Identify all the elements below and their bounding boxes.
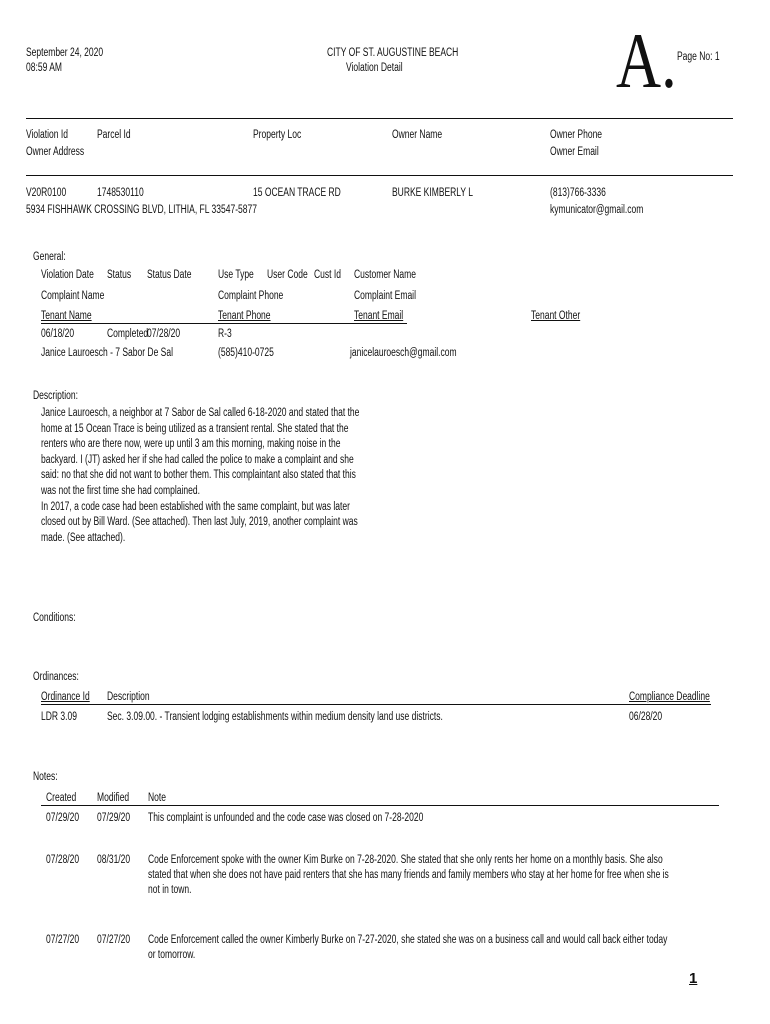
- label-complaint-email: Complaint Email: [354, 290, 416, 302]
- report-time: 08:59 AM: [26, 62, 62, 74]
- parcel-id-value: 1748530110: [97, 187, 144, 199]
- note-line: Code Enforcement spoke with the owner Kim Burke on 7-28-2020. She stated that she only rents her home on a monthly basis. She also: [148, 854, 663, 866]
- complaint-email-value: janicelauroesch@gmail.com: [350, 347, 457, 359]
- note-line: Code Enforcement called the owner Kimberly Burke on 7-27-2020, she stated she was on a business call and would call back either today: [148, 934, 668, 946]
- note-line: This complaint is unfounded and the code case was closed on 7-28-2020: [148, 812, 424, 824]
- complaint-name-value: Janice Lauroesch - 7 Sabor De Sal: [41, 347, 173, 359]
- label-customer-name: Customer Name: [354, 269, 416, 281]
- note-line: or tomorrow.: [148, 949, 196, 961]
- ordinance-header-rule: [41, 704, 711, 705]
- ordinances-title: Ordinances:: [33, 671, 79, 683]
- owner-address-value: 5934 FISHHAWK CROSSING BLVD, LITHIA, FL 33547-5877: [26, 204, 257, 216]
- label-use-type: Use Type: [218, 269, 254, 281]
- label-tenant-name: Tenant Name: [41, 310, 92, 322]
- notes-title: Notes:: [33, 771, 58, 783]
- note-modified: 08/31/20: [97, 854, 131, 866]
- note-text: [148, 853, 770, 898]
- violation-id-value: V20R0100: [26, 187, 67, 199]
- status-date-value: 07/28/20: [147, 328, 181, 340]
- violation-date-value: 06/18/20: [41, 328, 75, 340]
- notes-created-header: Created: [46, 792, 77, 804]
- description-line: renters who are there now, were up until 3 am this morning, making noise in the: [41, 438, 341, 451]
- notes-modified-header: Modified: [97, 792, 130, 804]
- label-complaint-phone: Complaint Phone: [218, 290, 284, 302]
- note-created: 07/28/20: [46, 854, 80, 866]
- conditions-title: Conditions:: [33, 612, 76, 624]
- label-user-code: User Code: [267, 269, 308, 281]
- exhibit-mark: A.: [616, 17, 677, 104]
- description-line: said: no that she did not want to bother them. This complaintant also stated that this: [41, 469, 356, 482]
- notes-note-header: Note: [148, 792, 166, 804]
- label-status-date: Status Date: [147, 269, 192, 281]
- note-line: not in town.: [148, 884, 192, 896]
- description-line: was not the first time she had complained.: [41, 484, 200, 497]
- note-line: stated that when she does not have paid renters that she has many friends and family members who stay at her home for free when she is: [148, 869, 669, 881]
- description-line: Janice Lauroesch, a neighbor at 7 Sabor de Sal called 6-18-2020 and stated that the: [41, 407, 360, 419]
- col-owner-phone: Owner Phone: [550, 129, 603, 141]
- label-tenant-phone: Tenant Phone: [218, 310, 271, 322]
- ordinance-id-header: Ordinance Id: [41, 691, 90, 703]
- note-modified: 07/29/20: [97, 812, 131, 824]
- owner-phone-value: (813)766-3336: [550, 187, 606, 199]
- note-text: [148, 811, 520, 826]
- org-name: CITY OF ST. AUGUSTINE BEACH: [327, 47, 459, 59]
- ordinance-id-value: LDR 3.09: [41, 711, 77, 723]
- ordinance-deadline-header: Compliance Deadline: [629, 691, 710, 703]
- note-text: [148, 933, 770, 963]
- label-complaint-name: Complaint Name: [41, 290, 105, 302]
- label-tenant-email: Tenant Email: [354, 310, 404, 322]
- description-body: [41, 406, 471, 546]
- col-parcel-id: Parcel Id: [97, 129, 131, 141]
- property-loc-value: 15 OCEAN TRACE RD: [253, 187, 341, 199]
- report-title: Violation Detail: [346, 62, 403, 74]
- label-cust-id: Cust Id: [314, 269, 341, 281]
- description-line: home at 15 Ocean Trace is being utilized as a transient rental. She stated that the: [41, 422, 349, 435]
- label-status: Status: [107, 269, 132, 281]
- status-value: Completed: [107, 328, 149, 340]
- ordinance-deadline-value: 06/28/20: [629, 711, 663, 723]
- notes-header-rule: [41, 805, 719, 806]
- col-owner-address: Owner Address: [26, 146, 85, 158]
- col-violation-id: Violation Id: [26, 129, 68, 141]
- use-type-value: R-3: [218, 328, 232, 340]
- page-label: Page No: 1: [677, 51, 720, 63]
- note-created: 07/29/20: [46, 812, 80, 824]
- owner-email-value: kymunicator@gmail.com: [550, 204, 644, 216]
- note-created: 07/27/20: [46, 934, 80, 946]
- description-line: made. (See attached).: [41, 531, 126, 544]
- description-line: closed out by Bill Ward. (See attached). Then last July, 2019, another complaint was: [41, 516, 358, 529]
- general-title: General:: [33, 251, 66, 263]
- page-number: 1: [689, 970, 698, 987]
- ordinance-desc-value: Sec. 3.09.00. - Transient lodging establishments within medium density land use districts.: [107, 711, 443, 723]
- owner-name-value: BURKE KIMBERLY L: [392, 187, 474, 199]
- description-title: Description:: [33, 390, 78, 402]
- description-line: In 2017, a code case had been established with the same complaint, but was later: [41, 500, 350, 513]
- label-tenant-other: Tenant Other: [531, 310, 581, 322]
- general-label-rule: [41, 323, 407, 324]
- note-modified: 07/27/20: [97, 934, 131, 946]
- report-date: September 24, 2020: [26, 47, 104, 59]
- columns-rule: [26, 175, 733, 176]
- complaint-phone-value: (585)410-0725: [218, 347, 274, 359]
- col-owner-email: Owner Email: [550, 146, 599, 158]
- col-owner-name: Owner Name: [392, 129, 443, 141]
- description-line: backyard. I (JT) asked her if she had called the police to make a complaint and she: [41, 453, 354, 466]
- col-property-loc: Property Loc: [253, 129, 302, 141]
- label-violation-date: Violation Date: [41, 269, 94, 281]
- header-rule: [26, 118, 733, 119]
- ordinance-desc-header: Description: [107, 691, 150, 703]
